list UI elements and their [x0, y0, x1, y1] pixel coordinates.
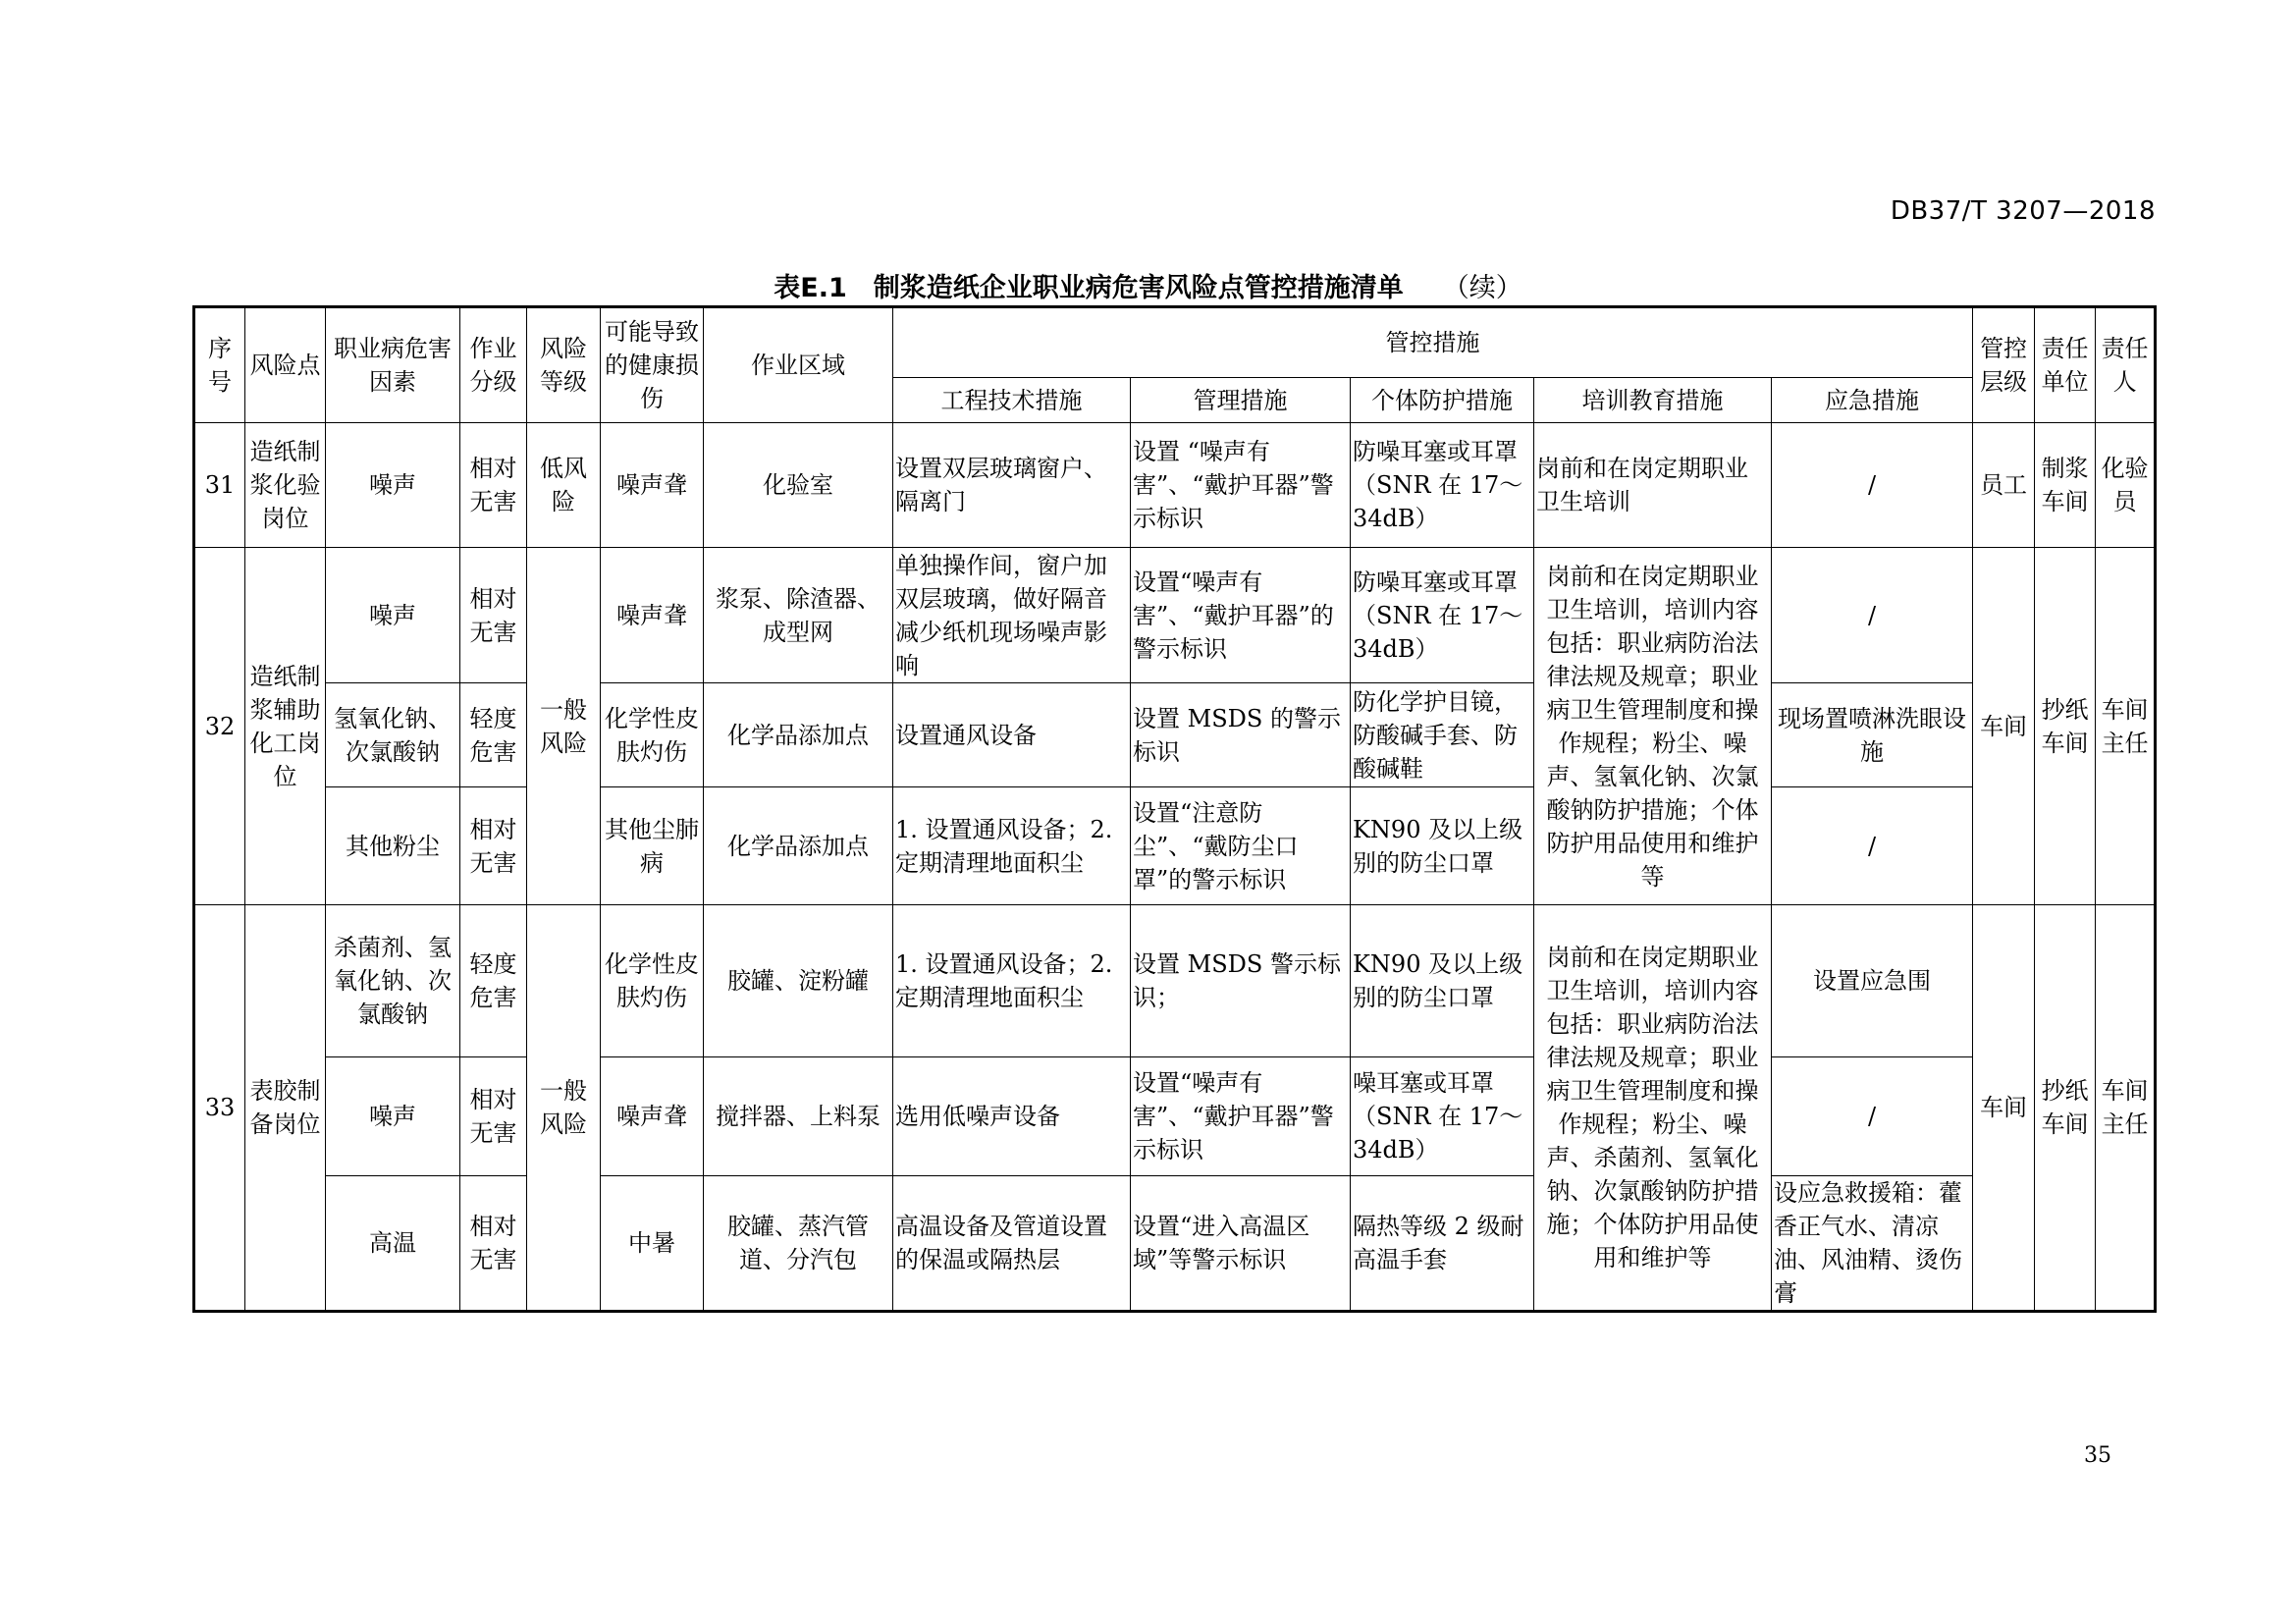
cell-engineering: 高温设备及管道设置的保温或隔热层 — [893, 1176, 1131, 1312]
cell-health-damage: 化学性皮肤灼伤 — [601, 683, 704, 787]
cell-work-area: 化学品添加点 — [704, 787, 893, 905]
header-emergency: 应急措施 — [1772, 378, 1973, 423]
header-management: 管理措施 — [1131, 378, 1351, 423]
cell-engineering: 单独操作间，窗户加双层玻璃，做好隔音减少纸机现场噪声影响 — [893, 548, 1131, 683]
cell-resp-person: 化验员 — [2096, 423, 2156, 548]
cell-engineering: 1. 设置通风设备；2. 定期清理地面积尘 — [893, 905, 1131, 1057]
table-row — [194, 423, 2156, 548]
page-number: 35 — [2084, 1443, 2111, 1468]
cell-risk-point: 表胶制备岗位 — [245, 905, 326, 1312]
cell-risk-point: 造纸制浆化验岗位 — [245, 423, 326, 548]
cell-work-class: 轻度危害 — [460, 683, 527, 787]
cell-management: 设置“噪声有害”、“戴护耳器”的警示标识 — [1131, 548, 1351, 683]
cell-resp-unit: 抄纸车间 — [2035, 905, 2096, 1312]
cell-emergency: / — [1772, 1057, 1973, 1176]
table-title — [0, 266, 2296, 304]
cell-training: 岗前和在岗定期职业卫生培训，培训内容包括：职业病防治法律法规及规章；职业病卫生管理制度和操作规程；粉尘、噪声、氢氧化钠、次氯酸钠防护措施；个体防护用品使用和维护等 — [1534, 548, 1772, 905]
table-row — [194, 787, 2156, 905]
table-row — [194, 548, 2156, 683]
cell-work-area: 胶罐、蒸汽管道、分汽包 — [704, 1176, 893, 1312]
table-title-text: 表E.1 制浆造纸企业职业病危害风险点管控措施清单 — [774, 273, 1404, 303]
table-row — [194, 905, 2156, 1057]
cell-engineering: 设置通风设备 — [893, 683, 1131, 787]
cell-work-area: 胶罐、淀粉罐 — [704, 905, 893, 1057]
cell-hazard: 杀菌剂、氢氧化钠、次氯酸钠 — [326, 905, 460, 1057]
cell-emergency: 设置应急围 — [1772, 905, 1973, 1057]
cell-seq: 32 — [194, 548, 245, 905]
risk-control-table — [192, 305, 2157, 1313]
cell-hazard: 噪声 — [326, 1057, 460, 1176]
cell-health-damage: 噪声聋 — [601, 1057, 704, 1176]
cell-health-damage: 噪声聋 — [601, 423, 704, 548]
cell-management: 设置 MSDS 的警示标识 — [1131, 683, 1351, 787]
cell-work-class: 相对无害 — [460, 1057, 527, 1176]
cell-hazard: 其他粉尘 — [326, 787, 460, 905]
header-control-level: 管控层级 — [1973, 307, 2035, 423]
cell-ppe: 隔热等级 2 级耐高温手套 — [1351, 1176, 1534, 1312]
cell-work-class: 相对无害 — [460, 1176, 527, 1312]
cell-work-area: 浆泵、除渣器、成型网 — [704, 548, 893, 683]
cell-management: 设置 MSDS 警示标识； — [1131, 905, 1351, 1057]
cell-resp-person: 车间主任 — [2096, 905, 2156, 1312]
header-work-area: 作业区域 — [704, 307, 893, 423]
cell-risk-point: 造纸制浆辅助化工岗位 — [245, 548, 326, 905]
cell-emergency: / — [1772, 548, 1973, 683]
table-row — [194, 1176, 2156, 1312]
header-risk-point: 风险点 — [245, 307, 326, 423]
table-row — [194, 683, 2156, 787]
header-engineering: 工程技术措施 — [893, 378, 1131, 423]
cell-ppe: 防噪耳塞或耳罩（SNR 在 17～34dB） — [1351, 548, 1534, 683]
cell-control-level: 员工 — [1973, 423, 2035, 548]
cell-emergency: 现场置喷淋洗眼设施 — [1772, 683, 1973, 787]
cell-seq: 33 — [194, 905, 245, 1312]
header-resp-person: 责任人 — [2096, 307, 2156, 423]
header-seq: 序号 — [194, 307, 245, 423]
cell-health-damage: 化学性皮肤灼伤 — [601, 905, 704, 1057]
cell-engineering: 选用低噪声设备 — [893, 1057, 1131, 1176]
cell-engineering: 1. 设置通风设备；2. 定期清理地面积尘 — [893, 787, 1131, 905]
cell-resp-unit: 制浆车间 — [2035, 423, 2096, 548]
header-ppe: 个体防护措施 — [1351, 378, 1534, 423]
cell-work-area: 化验室 — [704, 423, 893, 548]
cell-risk-level: 一般风险 — [527, 548, 601, 905]
cell-management: 设置 “噪声有害”、“戴护耳器”警示标识 — [1131, 423, 1351, 548]
cell-control-level: 车间 — [1973, 905, 2035, 1312]
cell-hazard: 噪声 — [326, 548, 460, 683]
cell-ppe: 噪耳塞或耳罩（SNR 在 17～34dB） — [1351, 1057, 1534, 1176]
cell-work-class: 相对无害 — [460, 423, 527, 548]
cell-emergency: / — [1772, 787, 1973, 905]
header-resp-unit: 责任单位 — [2035, 307, 2096, 423]
table-title-continued: （续） — [1442, 273, 1522, 303]
cell-ppe: 防噪耳塞或耳罩（SNR 在 17～34dB） — [1351, 423, 1534, 548]
header-training: 培训教育措施 — [1534, 378, 1772, 423]
cell-work-class: 轻度危害 — [460, 905, 527, 1057]
cell-ppe: KN90 及以上级别的防尘口罩 — [1351, 905, 1534, 1057]
cell-management: 设置“进入高温区域”等警示标识 — [1131, 1176, 1351, 1312]
cell-management: 设置“噪声有害”、“戴护耳器”警示标识 — [1131, 1057, 1351, 1176]
cell-ppe: 防化学护目镜，防酸碱手套、防酸碱鞋 — [1351, 683, 1534, 787]
cell-health-damage: 噪声聋 — [601, 548, 704, 683]
cell-work-class: 相对无害 — [460, 548, 527, 683]
cell-training: 岗前和在岗定期职业卫生培训 — [1534, 423, 1772, 548]
cell-work-area: 搅拌器、上料泵 — [704, 1057, 893, 1176]
cell-training: 岗前和在岗定期职业卫生培训，培训内容包括：职业病防治法律法规及规章；职业病卫生管理制度和操作规程；粉尘、噪声、杀菌剂、氢氧化钠、次氯酸钠防护措施；个体防护用品使用和维护等 — [1534, 905, 1772, 1312]
cell-work-class: 相对无害 — [460, 787, 527, 905]
cell-resp-person: 车间主任 — [2096, 548, 2156, 905]
cell-work-area: 化学品添加点 — [704, 683, 893, 787]
header-health-damage: 可能导致的健康损伤 — [601, 307, 704, 423]
header-hazard: 职业病危害因素 — [326, 307, 460, 423]
cell-resp-unit: 抄纸车间 — [2035, 548, 2096, 905]
cell-control-level: 车间 — [1973, 548, 2035, 905]
header-work-class: 作业分级 — [460, 307, 527, 423]
table-row — [194, 1057, 2156, 1176]
document-code: DB37/T 3207—2018 — [1890, 196, 2156, 226]
cell-management: 设置“注意防尘”、“戴防尘口罩”的警示标识 — [1131, 787, 1351, 905]
cell-hazard: 氢氧化钠、次氯酸钠 — [326, 683, 460, 787]
cell-hazard: 噪声 — [326, 423, 460, 548]
header-row-1 — [194, 307, 2156, 378]
header-risk-level: 风险等级 — [527, 307, 601, 423]
cell-health-damage: 中暑 — [601, 1176, 704, 1312]
cell-hazard: 高温 — [326, 1176, 460, 1312]
cell-ppe: KN90 及以上级别的防尘口罩 — [1351, 787, 1534, 905]
cell-risk-level: 低风险 — [527, 423, 601, 548]
cell-health-damage: 其他尘肺病 — [601, 787, 704, 905]
header-control-measures: 管控措施 — [893, 307, 1973, 378]
cell-engineering: 设置双层玻璃窗户、隔离门 — [893, 423, 1131, 548]
cell-seq: 31 — [194, 423, 245, 548]
cell-emergency: / — [1772, 423, 1973, 548]
cell-risk-level: 一般风险 — [527, 905, 601, 1312]
cell-emergency: 设应急救援箱：藿香正气水、清凉油、风油精、烫伤膏 — [1772, 1176, 1973, 1312]
